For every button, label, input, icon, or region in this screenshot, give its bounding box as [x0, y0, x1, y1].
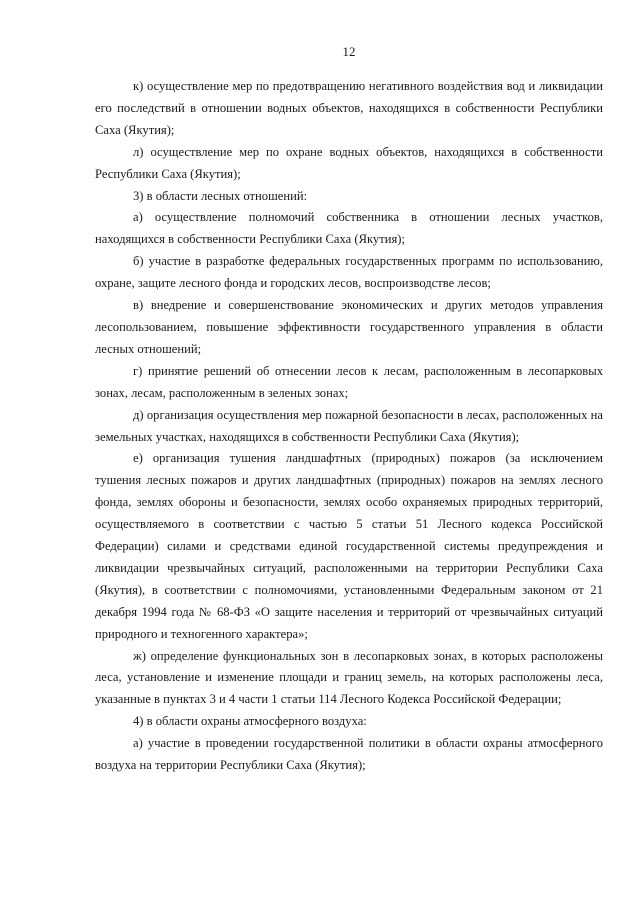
paragraph-g-forest-zones: г) принятие решений об отнесении лесов к лесам, расположенным в лесопарковых зонах, лесам, расположенным в зеленых зонах;: [95, 363, 603, 400]
paragraph-a-owner-powers: а) осуществление полномочий собственника в отношении лесных участков, находящихся в собственности Республики Саха (Якутия);: [95, 210, 603, 247]
page-number: 12: [342, 44, 356, 59]
paragraph-zh-functional-zones: ж) определение функциональных зон в лесопарковых зонах, в которых расположены леса, установление и изменение площади и границ земель, на которых расположены леса, указанные в пунктах 3 и 4 части 1 статьи 114 Лесного Кодекса Российской Федерации;: [95, 648, 603, 707]
paragraph-k-water-impact: к) осуществление мер по предотвращению негативного воздействия вод и ликвидации его последствий в отношении водных объектов, находящихся в собственности Республики Саха (Якутия);: [95, 79, 603, 137]
paragraph-v-economic-methods: в) внедрение и совершенствование экономических и других методов управления лесопользованием, повышение эффективности государственного управления в области лесных отношений;: [95, 298, 603, 356]
section-heading-forest-relations: 3) в области лесных отношений:: [133, 188, 308, 203]
paragraph-b-federal-programs: б) участие в разработке федеральных государственных программ по использованию, охране, защите лесного фонда и городских лесов, воспроизводстве лесов;: [95, 254, 603, 291]
paragraph-e-wildfire-suppression: е) организация тушения ландшафтных (природных) пожаров (за исключением тушения лесных пожаров и других ландшафтных (природных) пожаров на землях лесного фонда, землях обороны и безопасности, землях особо охраняемых природных территорий, осуществляемого в соответствии с частью 5 статьи 51 Лесного кодекса Российской Федерации) силами и средствами единой государственной системы предупреждения и ликвидации чрезвычайных ситуаций, расположенными на территории Республики Саха (Якутия), в соответствии с полномочиями, установленными Федеральным законом от 21 декабря 1994 года № 68-ФЗ «О защите населения и территорий от чрезвычайных ситуаций природного и техногенного характера»;: [95, 451, 603, 641]
paragraph-l-water-protection: л) осуществление мер по охране водных объектов, находящихся в собственности Республики Саха (Якутия);: [95, 144, 603, 181]
paragraph-a-air-policy: а) участие в проведении государственной политики в области охраны атмосферного воздуха на территории Республики Саха (Якутия);: [95, 736, 603, 773]
paragraph-d-fire-safety: д) организация осуществления мер пожарной безопасности в лесах, расположенных на земельных участках, находящихся в собственности Республики Саха (Якутия);: [95, 407, 603, 444]
section-heading-air-protection: 4) в области охраны атмосферного воздуха:: [133, 714, 367, 729]
